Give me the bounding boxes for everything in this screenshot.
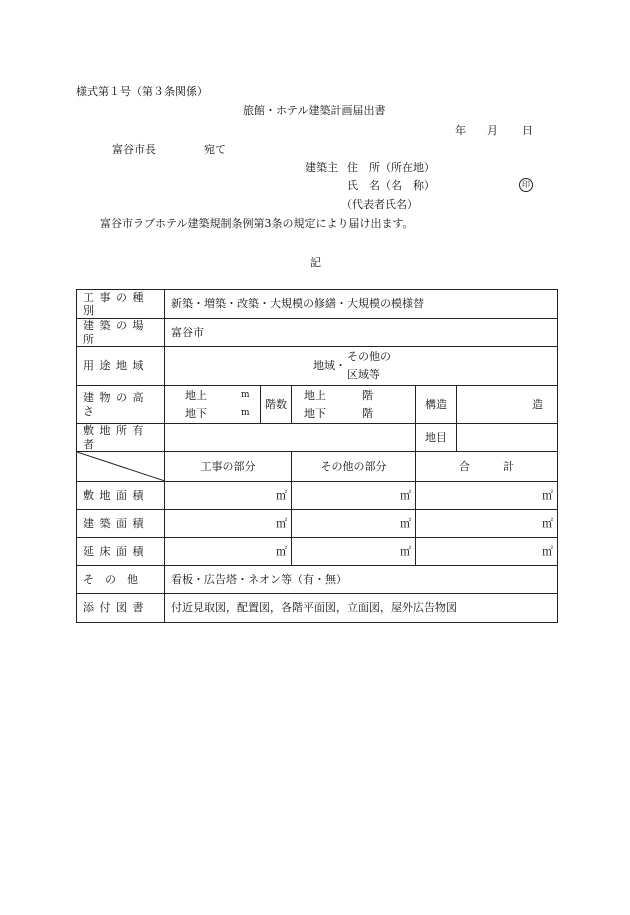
floors-below-unit: 階 xyxy=(362,407,373,420)
date-year: 年 xyxy=(455,124,466,137)
building-area-label: 建築面積 xyxy=(77,510,165,538)
row-other xyxy=(77,566,558,594)
seal-mark: 印 xyxy=(519,178,533,192)
attachments-label: 添付図書 xyxy=(77,594,165,623)
row-floor-area xyxy=(77,538,558,566)
structure-label: 構造 xyxy=(416,386,457,424)
height-below-label: 地下 xyxy=(185,407,207,420)
height-values[interactable] xyxy=(165,386,261,424)
addressee-suffix: 宛て xyxy=(204,143,226,156)
structure-value[interactable]: 造 xyxy=(457,386,558,424)
statement: 富谷市ラブホテル建築規制条例第3条の規定により届け出ます。 xyxy=(100,217,414,230)
row-zone xyxy=(77,347,558,386)
location-label: 建築の場所 xyxy=(77,319,165,347)
diagonal-line xyxy=(77,452,165,481)
site-area-other[interactable]: ㎡ xyxy=(292,482,416,510)
chimoku-value[interactable] xyxy=(457,424,558,452)
site-area-total[interactable]: ㎡ xyxy=(416,482,558,510)
other-value[interactable]: 看板・広告塔・ネオン等（有・無） xyxy=(165,566,558,594)
row-building-area xyxy=(77,510,558,538)
building-area-total[interactable]: ㎡ xyxy=(416,510,558,538)
representative-label: （代表者氏名） xyxy=(341,198,418,211)
area-col-other: その他の部分 xyxy=(292,452,416,482)
row-area-header xyxy=(77,452,558,482)
ki-heading: 記 xyxy=(310,256,321,269)
height-above-unit: m xyxy=(241,390,250,400)
height-above-label: 地上 xyxy=(185,389,207,402)
zone-label: 用途地域 xyxy=(77,347,165,386)
floor-area-label: 延床面積 xyxy=(77,538,165,566)
diagonal-cell xyxy=(77,452,165,482)
attachments-value[interactable]: 付近見取図，配置図，各階平面図，立面図，屋外広告物図 xyxy=(165,594,558,623)
area-col-work: 工事の部分 xyxy=(165,452,292,482)
form-table xyxy=(76,289,558,623)
owner-label: 建築主 xyxy=(305,161,338,174)
floors-values[interactable] xyxy=(292,386,416,424)
floor-area-total[interactable]: ㎡ xyxy=(416,538,558,566)
site-area-label: 敷地面積 xyxy=(77,482,165,510)
row-land-owner xyxy=(77,424,558,452)
other-label: そ の 他 xyxy=(77,566,165,594)
zone-prefix: 地域・ xyxy=(313,359,346,372)
row-attachments xyxy=(77,594,558,623)
land-owner-value[interactable] xyxy=(165,424,416,452)
work-type-value[interactable]: 新築・増築・改築・大規模の修繕・大規模の模様替 xyxy=(165,290,558,319)
chimoku-label: 地目 xyxy=(416,424,457,452)
row-location xyxy=(77,319,558,347)
zone-other-top: その他の xyxy=(347,350,391,363)
address-label: 住 所（所在地） xyxy=(347,161,435,174)
height-label: 建物の高さ xyxy=(77,386,165,424)
building-area-other[interactable]: ㎡ xyxy=(292,510,416,538)
floors-above-label: 地上 xyxy=(304,389,326,402)
floors-label: 階数 xyxy=(261,386,292,424)
addressee: 富谷市長 xyxy=(112,143,156,156)
name-label: 氏 名（名 称） xyxy=(347,179,435,192)
row-work-type xyxy=(77,290,558,319)
zone-other-bottom: 区域等 xyxy=(347,368,380,381)
floor-area-work[interactable]: ㎡ xyxy=(165,538,292,566)
height-below-unit: m xyxy=(241,408,250,418)
date-month: 月 xyxy=(487,124,498,137)
area-col-total: 合 計 xyxy=(416,452,558,482)
form-number: 様式第１号（第３条関係） xyxy=(76,85,208,98)
work-type-label: 工事の種別 xyxy=(77,290,165,319)
row-height xyxy=(77,386,558,424)
floors-above-unit: 階 xyxy=(362,389,373,402)
site-area-work[interactable]: ㎡ xyxy=(165,482,292,510)
date-day: 日 xyxy=(522,124,533,137)
land-owner-label: 敷地所有者 xyxy=(77,424,165,452)
building-area-work[interactable]: ㎡ xyxy=(165,510,292,538)
floors-below-label: 地下 xyxy=(304,407,326,420)
zone-value[interactable] xyxy=(165,347,558,386)
row-site-area xyxy=(77,482,558,510)
location-value[interactable]: 富谷市 xyxy=(165,319,558,347)
document-title: 旅館・ホテル建築計画届出書 xyxy=(243,104,386,117)
floor-area-other[interactable]: ㎡ xyxy=(292,538,416,566)
